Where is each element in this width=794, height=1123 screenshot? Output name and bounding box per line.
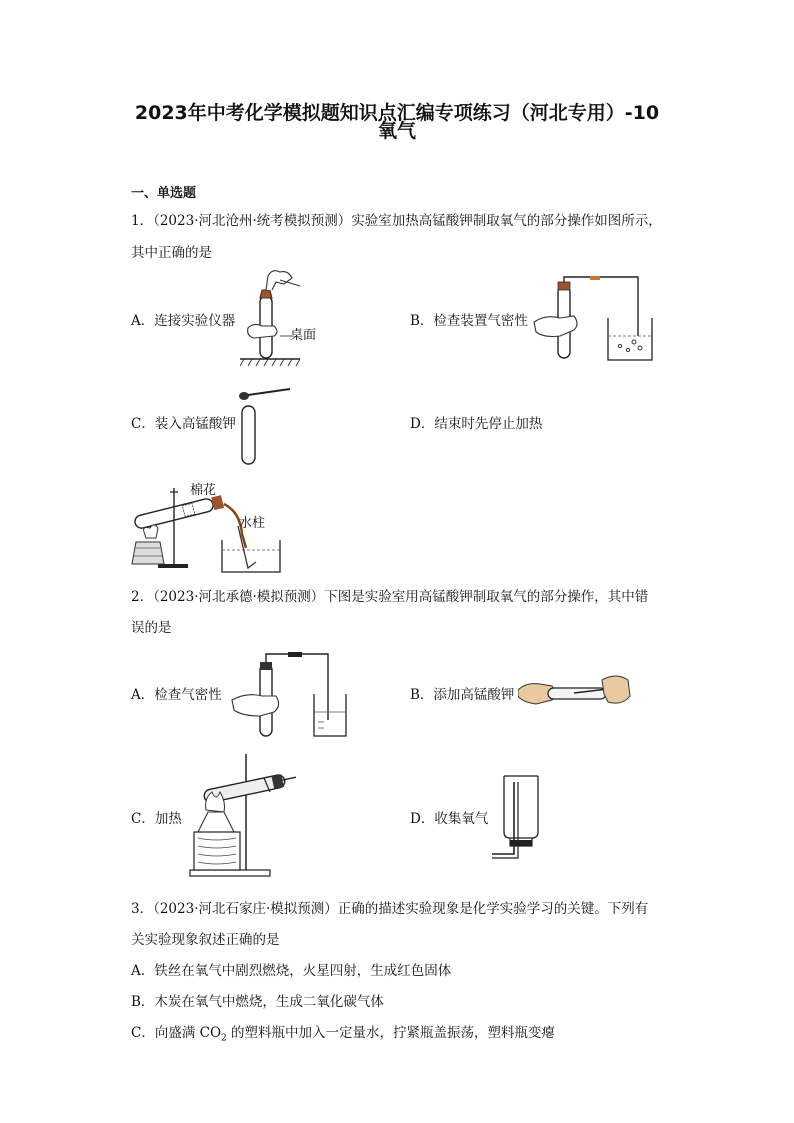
q2-option-c: C．加热 xyxy=(131,811,182,827)
q3-stem-line1: 3．（2023·河北石家庄·模拟预测）正确的描述实验现象是化学实验学习的关键。下列有 xyxy=(131,901,649,917)
q3-option-c xyxy=(131,1024,555,1048)
q3-option-c-subscript: 2 xyxy=(221,1033,227,1044)
q1-stem-line2: 其中正确的是 xyxy=(131,245,212,261)
page-title-line1: 2023年中考化学模拟题知识点汇编专项练习（河北专用）-10 xyxy=(134,102,660,124)
q1-label-desk: 桌面 xyxy=(290,328,317,343)
q1-stem-line1: 1．（2023·河北沧州·统考模拟预测）实验室加热高锰酸钾制取氧气的部分操作如图所示， xyxy=(131,213,662,229)
q1-figure-a-connect-apparatus xyxy=(240,266,330,370)
q1-option-d: D．结束时先停止加热 xyxy=(410,416,543,432)
q2-figure-b-add-permanganate xyxy=(518,670,632,718)
q2-option-b: B．添加高锰酸钾 xyxy=(410,687,515,703)
q3-option-a: A．铁丝在氧气中剧烈燃烧，火星四射，生成红色固体 xyxy=(131,963,452,979)
q3-option-c-pre: C．向盛满 CO xyxy=(131,1025,222,1041)
q1-option-a: A．连接实验仪器 xyxy=(131,313,236,329)
q2-stem-line1: 2．（2023·河北承德·模拟预测）下图是实验室用高锰酸钾制取氧气的部分操作，其中错 xyxy=(131,589,649,605)
q1-figure-c-load-permanganate xyxy=(234,388,294,468)
q2-option-a: A．检查气密性 xyxy=(131,687,222,703)
q1-option-b: B．检查装置气密性 xyxy=(410,313,528,329)
q1-option-c: C．装入高锰酸钾 xyxy=(131,416,236,432)
q2-figure-c-heating xyxy=(186,752,296,880)
q1-figure-b-airtightness-check xyxy=(530,276,660,366)
q3-option-c-post: 的塑料瓶中加入一定量水，拧紧瓶盖振荡，塑料瓶变瘪 xyxy=(226,1025,556,1041)
q3-option-b: B．木炭在氧气中燃烧，生成二氧化碳气体 xyxy=(131,994,384,1010)
q1-label-water-column: 水柱 xyxy=(239,516,266,531)
q3-stem-line2: 关实验现象叙述正确的是 xyxy=(131,932,280,948)
q2-figure-d-collect-oxygen xyxy=(490,774,552,860)
q1-label-cotton: 棉花 xyxy=(190,483,217,498)
q2-figure-a-airtightness-check xyxy=(230,650,352,740)
q2-option-d: D．收集氧气 xyxy=(410,811,489,827)
page-title-line2: 氧气 xyxy=(377,120,416,142)
section-heading: 一、单选题 xyxy=(131,186,197,201)
q2-stem-line2: 误的是 xyxy=(131,620,172,636)
